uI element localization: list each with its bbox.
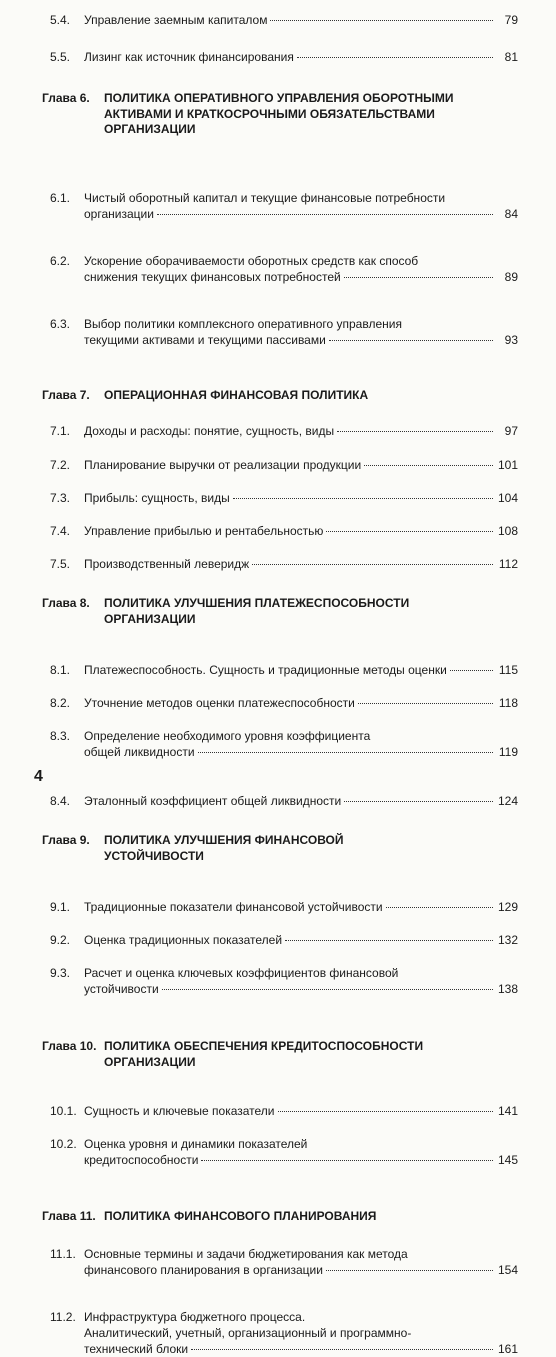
section-title-line bbox=[84, 206, 518, 222]
chapter-label: Глава 6. bbox=[42, 91, 90, 105]
page-reference: 141 bbox=[497, 1104, 518, 1118]
toc-entry bbox=[0, 556, 556, 572]
chapter-title bbox=[104, 1209, 500, 1225]
page-reference: 93 bbox=[504, 332, 518, 347]
section-number: 11.2. bbox=[50, 1309, 76, 1324]
toc-entry bbox=[0, 899, 556, 915]
section-number: 6.3. bbox=[50, 316, 71, 331]
page-reference: 108 bbox=[497, 524, 518, 538]
section-number: 7.3. bbox=[50, 491, 71, 505]
section-number: 8.1. bbox=[50, 663, 71, 677]
section-title-line bbox=[84, 1103, 518, 1119]
section-title-line bbox=[84, 1262, 518, 1278]
page-reference: 119 bbox=[498, 745, 518, 759]
chapter-title-line: ПОЛИТИКА УЛУЧШЕНИЯ ПЛАТЕЖЕСПОСОБНОСТИ bbox=[104, 596, 410, 610]
section-title bbox=[84, 1246, 518, 1278]
chapter-title bbox=[104, 1039, 500, 1070]
dot-leader bbox=[162, 988, 493, 990]
section-title-line bbox=[84, 457, 518, 473]
section-title-text: Планирование выручки от реализации продукции bbox=[84, 458, 362, 472]
section-title-line: Чистый оборотный капитал и текущие финансовые потребности bbox=[84, 190, 446, 205]
chapter-heading bbox=[0, 1209, 556, 1225]
toc-entry bbox=[0, 316, 556, 348]
chapter-heading bbox=[0, 388, 556, 404]
section-title-text: финансового планирования в организации bbox=[84, 1262, 323, 1277]
section-title-line bbox=[84, 695, 518, 711]
section-title-line bbox=[84, 899, 518, 915]
section-title-text: Производственный леверидж bbox=[84, 557, 250, 571]
section-title-line: Расчет и оценка ключевых коэффициентов финансовой bbox=[84, 966, 399, 980]
page-number: 4 bbox=[34, 768, 43, 785]
chapter-title-line: ОРГАНИЗАЦИИ bbox=[104, 122, 196, 136]
chapter-title bbox=[104, 388, 500, 404]
page-reference: 118 bbox=[498, 696, 518, 710]
toc-entry bbox=[0, 523, 556, 539]
page-reference: 154 bbox=[497, 1262, 518, 1277]
page-reference: 97 bbox=[504, 424, 518, 438]
section-number: 5.4. bbox=[50, 13, 71, 27]
section-title-text: Лизинг как источник финансирования bbox=[84, 50, 294, 64]
page-reference: 145 bbox=[497, 1153, 518, 1167]
chapter-title-line: ОРГАНИЗАЦИИ bbox=[104, 1054, 196, 1069]
section-title bbox=[84, 1136, 518, 1168]
section-title-text: кредитоспособности bbox=[84, 1153, 199, 1167]
page-reference: 79 bbox=[504, 13, 518, 27]
section-title bbox=[84, 556, 518, 572]
section-number: 9.1. bbox=[50, 900, 71, 914]
page-reference: 161 bbox=[497, 1341, 518, 1356]
section-title-text: Эталонный коэффициент общей ликвидности bbox=[84, 794, 342, 808]
section-title bbox=[84, 728, 518, 760]
section-title bbox=[84, 965, 518, 997]
section-number: 5.5. bbox=[50, 50, 71, 64]
chapter-label: Глава 10. bbox=[42, 1039, 97, 1053]
page-reference: 101 bbox=[497, 458, 518, 472]
chapter-heading bbox=[0, 91, 556, 138]
section-title bbox=[84, 793, 518, 809]
section-title-line bbox=[84, 744, 518, 760]
dot-leader bbox=[157, 213, 493, 215]
section-title-line bbox=[84, 332, 518, 348]
dot-leader bbox=[344, 276, 493, 278]
section-number: 8.3. bbox=[50, 729, 71, 743]
section-title-text: Доходы и расходы: понятие, сущность, виды bbox=[84, 424, 335, 438]
dot-leader bbox=[364, 464, 493, 466]
page-reference: 104 bbox=[497, 491, 518, 505]
dot-leader bbox=[270, 19, 493, 21]
page-reference: 81 bbox=[504, 50, 518, 64]
dot-leader bbox=[297, 56, 493, 58]
chapter-label: Глава 7. bbox=[42, 387, 90, 402]
chapter-title-line: ПОЛИТИКА ОБЕСПЕЧЕНИЯ КРЕДИТОСПОСОБНОСТИ bbox=[104, 1039, 424, 1053]
toc-entry bbox=[0, 490, 556, 506]
section-title-line bbox=[84, 12, 518, 28]
chapter-title-line: ПОЛИТИКА ОПЕРАТИВНОГО УПРАВЛЕНИЯ ОБОРОТНЫМИ bbox=[104, 91, 454, 105]
toc-entry bbox=[0, 12, 556, 28]
section-title-text: устойчивости bbox=[84, 982, 159, 996]
section-number: 9.3. bbox=[50, 966, 71, 980]
dot-leader bbox=[201, 1159, 493, 1161]
section-title-text: Сущность и ключевые показатели bbox=[84, 1104, 275, 1118]
toc-entry bbox=[0, 457, 556, 473]
section-title-line: Аналитический, учетный, организационный и программно- bbox=[84, 1325, 412, 1340]
page-reference: 84 bbox=[504, 206, 518, 221]
section-number: 7.4. bbox=[50, 524, 71, 538]
section-title-line bbox=[84, 556, 518, 572]
chapter-title bbox=[104, 91, 500, 138]
page-reference: 129 bbox=[497, 900, 518, 914]
section-title bbox=[84, 1103, 518, 1119]
section-number: 10.2. bbox=[50, 1137, 77, 1151]
section-title-line: Выбор политики комплексного оперативного управления bbox=[84, 316, 402, 331]
toc-entry bbox=[0, 1103, 556, 1119]
section-title-line: Определение необходимого уровня коэффициента bbox=[84, 729, 371, 743]
section-title bbox=[84, 12, 518, 28]
section-title-line: Основные термины и задачи бюджетирования как метода bbox=[84, 1246, 408, 1261]
chapter-heading bbox=[0, 596, 556, 627]
chapter-title-line: ОРГАНИЗАЦИИ bbox=[104, 611, 196, 626]
section-title bbox=[84, 1309, 518, 1357]
section-title-line bbox=[84, 1152, 518, 1168]
chapter-title bbox=[104, 596, 500, 627]
dot-leader bbox=[337, 430, 493, 432]
chapter-title-line: ОПЕРАЦИОННАЯ ФИНАНСОВАЯ ПОЛИТИКА bbox=[104, 387, 369, 402]
chapter-title-line: ПОЛИТИКА УЛУЧШЕНИЯ ФИНАНСОВОЙ bbox=[104, 833, 344, 847]
section-title-text: снижения текущих финансовых потребностей bbox=[84, 269, 341, 284]
dot-leader bbox=[252, 563, 493, 565]
section-title bbox=[84, 253, 518, 285]
section-title-text: Традиционные показатели финансовой устойчивости bbox=[84, 900, 383, 914]
section-title bbox=[84, 49, 518, 65]
dot-leader bbox=[326, 1269, 493, 1271]
toc-entry bbox=[0, 662, 556, 678]
chapter-label: Глава 11. bbox=[42, 1209, 96, 1223]
section-title-text: Уточнение методов оценки платежеспособности bbox=[84, 696, 355, 710]
toc-entry bbox=[0, 49, 556, 65]
section-title-line bbox=[84, 490, 518, 506]
section-title bbox=[84, 899, 518, 915]
section-title-line bbox=[84, 269, 518, 285]
chapter-title-line: УСТОЙЧИВОСТИ bbox=[104, 848, 204, 863]
section-title-line bbox=[84, 981, 518, 997]
chapter-title-line: ПОЛИТИКА ФИНАНСОВОГО ПЛАНИРОВАНИЯ bbox=[104, 1209, 377, 1223]
dot-leader bbox=[198, 751, 493, 753]
chapter-heading bbox=[0, 833, 556, 864]
section-title-text: технический блоки bbox=[84, 1341, 189, 1356]
section-title bbox=[84, 662, 518, 678]
section-title-line: Инфраструктура бюджетного процесса. bbox=[84, 1309, 306, 1324]
section-number: 7.1. bbox=[50, 424, 71, 438]
page-reference: 112 bbox=[498, 557, 518, 571]
section-title-line: Ускорение оборачиваемости оборотных средств как способ bbox=[84, 253, 419, 268]
section-title bbox=[84, 457, 518, 473]
dot-leader bbox=[344, 800, 493, 802]
section-title-text: Платежеспособность. Сущность и традиционные методы оценки bbox=[84, 663, 447, 677]
page-reference: 89 bbox=[504, 269, 518, 284]
section-title bbox=[84, 423, 518, 439]
dot-leader bbox=[450, 669, 493, 671]
toc-entry bbox=[0, 793, 556, 809]
chapter-label: Глава 9. bbox=[42, 833, 90, 847]
toc-entry bbox=[0, 695, 556, 711]
dot-leader bbox=[233, 497, 493, 499]
section-title-line bbox=[84, 423, 518, 439]
section-number: 10.1. bbox=[50, 1104, 77, 1118]
chapter-title bbox=[104, 833, 500, 864]
section-title bbox=[84, 490, 518, 506]
dot-leader bbox=[285, 939, 493, 941]
section-title-line bbox=[84, 49, 518, 65]
section-title-text: текущими активами и текущими пассивами bbox=[84, 332, 326, 347]
toc-entry bbox=[0, 190, 556, 222]
section-number: 7.2. bbox=[50, 458, 71, 472]
section-number: 7.5. bbox=[50, 557, 71, 571]
section-title bbox=[84, 932, 518, 948]
dot-leader bbox=[329, 339, 493, 341]
chapter-heading bbox=[0, 1039, 556, 1070]
section-title-text: Оценка традиционных показателей bbox=[84, 933, 283, 947]
section-title bbox=[84, 523, 518, 539]
section-title-text: Управление прибылью и рентабельностью bbox=[84, 524, 324, 538]
section-title bbox=[84, 695, 518, 711]
section-title-line bbox=[84, 662, 518, 678]
page-reference: 124 bbox=[497, 794, 518, 808]
section-title bbox=[84, 190, 518, 222]
section-number: 8.2. bbox=[50, 696, 71, 710]
section-number: 6.2. bbox=[50, 253, 71, 268]
toc-entry bbox=[0, 932, 556, 948]
page-reference: 132 bbox=[497, 933, 518, 947]
section-number: 11.1. bbox=[50, 1246, 76, 1261]
toc-entry bbox=[0, 1246, 556, 1278]
section-title-text: организации bbox=[84, 206, 154, 221]
dot-leader bbox=[191, 1348, 493, 1350]
section-title-line bbox=[84, 523, 518, 539]
toc-entry bbox=[0, 253, 556, 285]
dot-leader bbox=[358, 702, 493, 704]
toc-entry bbox=[0, 965, 556, 997]
section-title-text: общей ликвидности bbox=[84, 745, 195, 759]
chapter-label: Глава 8. bbox=[42, 596, 90, 610]
section-title-text: Управление заемным капиталом bbox=[84, 13, 268, 27]
dot-leader bbox=[278, 1110, 494, 1112]
section-number: 6.1. bbox=[50, 190, 71, 205]
section-title-line bbox=[84, 793, 518, 809]
section-number: 8.4. bbox=[50, 794, 71, 808]
page-reference: 138 bbox=[497, 982, 518, 996]
section-title-line: Оценка уровня и динамики показателей bbox=[84, 1137, 308, 1151]
toc-entry bbox=[0, 1136, 556, 1168]
toc-entry bbox=[0, 728, 556, 760]
section-number: 9.2. bbox=[50, 933, 71, 947]
section-title-line bbox=[84, 1341, 518, 1357]
dot-leader bbox=[386, 906, 493, 908]
section-title-text: Прибыль: сущность, виды bbox=[84, 491, 230, 505]
section-title bbox=[84, 316, 518, 348]
dot-leader bbox=[326, 530, 493, 532]
page-reference: 115 bbox=[498, 663, 518, 677]
section-title-line bbox=[84, 932, 518, 948]
toc-entry bbox=[0, 1309, 556, 1357]
toc-entry bbox=[0, 423, 556, 439]
chapter-title-line: АКТИВАМИ И КРАТКОСРОЧНЫМИ ОБЯЗАТЕЛЬСТВАМИ bbox=[104, 106, 435, 121]
